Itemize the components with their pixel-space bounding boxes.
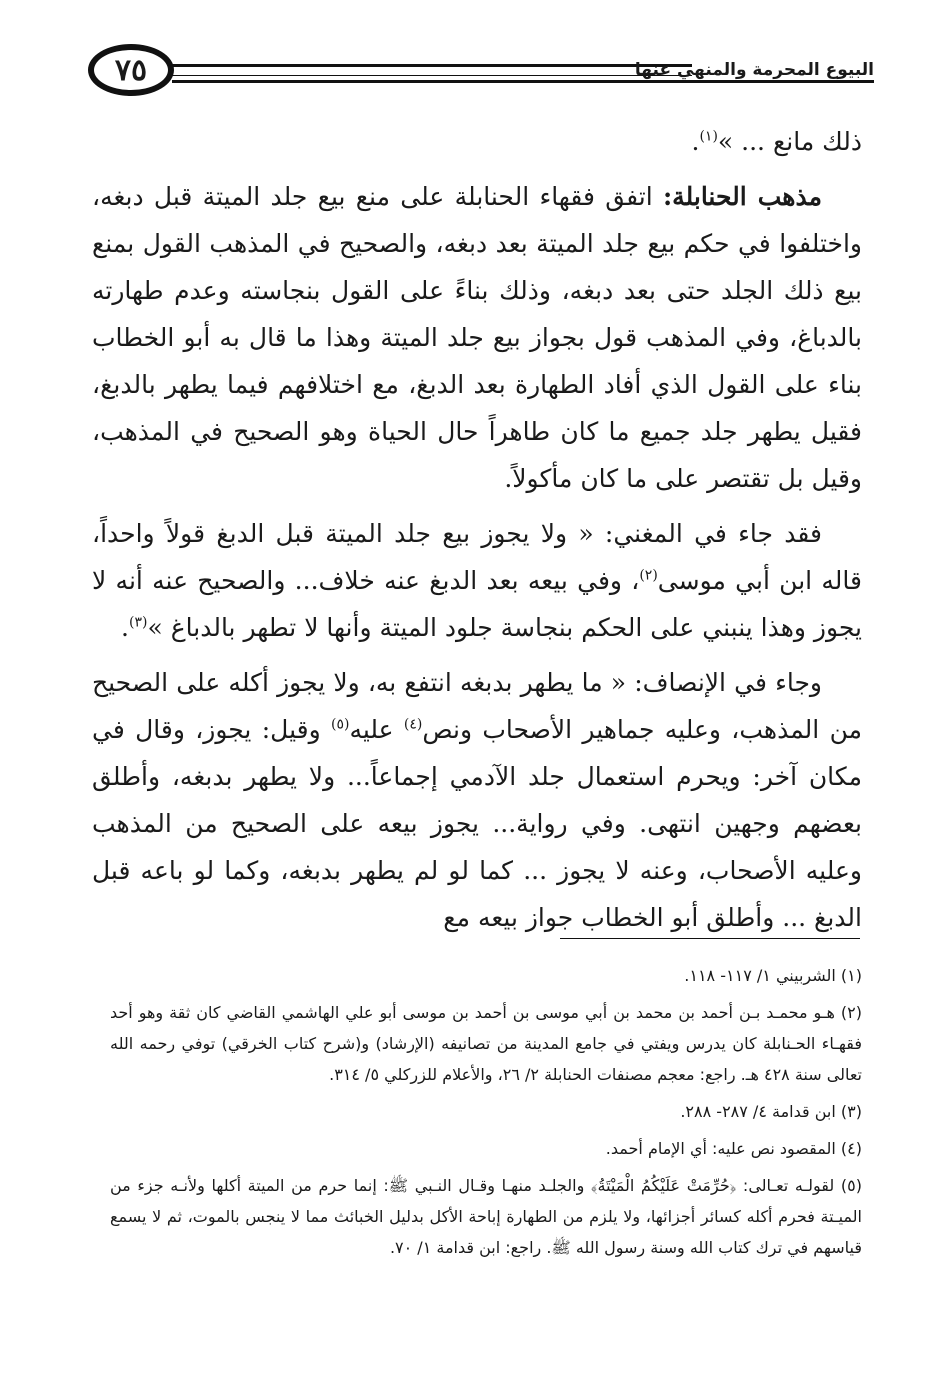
paragraph-text: اتفق فقهاء الحنابلة على منع بيع جلد الميتة قبل دبغه، واختلفوا في حكم بيع جلد الميتة بعد دبغه، والصحيح في المذهب القول بمنع بيع ذلك الجلد حتى بعد دبغه، وذلك بناءً على القول بنجاسته وعدم طهارته بالدباغ، وفي المذهب قول بجواز بيع جلد الميتة وهذا ما قال به أبو الخطاب بناء على القول الذي أفاد الطهارة بعد الدبغ، مع اختلافهم فيما يطهر بالدبغ، فقيل يطهر جلد جميع ما كان طاهراً حال الحياة وهو الصحيح في المذهب، وقيل بل تقتصر على ما كان مأكولاً. (92, 182, 862, 493)
footnote-number: (٥) (840, 1176, 862, 1195)
page-number: ٧٥ (88, 44, 174, 96)
paragraph-text: وجاء في الإنصاف: « ما يطهر بدبغه انتفع به، ولا يجوز أكله على الصحيح من المذهب، وعليه جماهير الأصحاب ونص (92, 668, 862, 744)
paragraph-text: وقيل: يجوز، وقال في مكان آخر: ويحرم استعمال جلد الآدمي إجماعاً... ولا يطهر بدبغه، وأطلق بعضهم وجهين انتهى. وفي رواية... يجوز بيعه على الصحيح من المذهب وعليه الأصحاب، وعنه لا يجوز ... كما لو لم يطهر بدبغه، وكما لو باعه قبل الدبغ ... وأطلق أبو الخطاب جواز بيعه مع (92, 715, 862, 932)
footnote-separator (560, 938, 860, 939)
footnote-text: ابن قدامة ٤/ ٢٨٧- ٢٨٨. (680, 1102, 836, 1121)
footnote-number: (٢) (840, 1003, 862, 1022)
footnote-2 (110, 997, 862, 1090)
paragraph-3 (92, 659, 862, 941)
paragraph-1 (92, 173, 862, 502)
paragraph-0 (92, 118, 862, 165)
paragraph-text: فقد جاء في المغني: « ولا يجوز بيع جلد الميتة قبل الدبغ قولاً واحداً، قاله ابن أبي موسى (92, 519, 862, 595)
footnote-number: (١) (840, 966, 862, 985)
footnote-ref[interactable]: (٥) (330, 716, 350, 733)
footnote-5 (110, 1170, 862, 1263)
header-rule-bottom (172, 80, 874, 83)
paragraph-text: ذلك مانع ... » (717, 127, 862, 156)
paragraph-2 (92, 510, 862, 651)
footnote-ref[interactable]: (٤) (403, 716, 423, 733)
footnote-ref[interactable]: (٣) (129, 614, 148, 631)
footnote-text: هـو محمـد بـن أحمد بن محمد بن أبي موسى بن أحمد بن موسى أبو علي الهاشمي القاضي كان ثقة وهو أحد فقهـاء الحـنابلة كان يدرس ويفتي في جامع المدينة من تصانيفه (الإرشاد) و(شرح كتاب الخرقي) توفي رحمه الله تعالى سنة ٤٢٨ هـ. راجع: معجم مصنفات الحنابلة ٢/ ٢٦، والأعلام للزركلي ٥/ ٣١٤. (110, 1003, 862, 1084)
main-text (92, 118, 862, 949)
section-term: مذهب الحنابلة: (662, 182, 822, 211)
footnote-number: (٤) (840, 1139, 862, 1158)
footnote-number: (٣) (840, 1102, 862, 1121)
footnote-text: الشربيني ١/ ١١٧- ١١٨. (684, 966, 836, 985)
paragraph-text: . (121, 613, 129, 642)
paragraph-text: عليه (349, 715, 404, 744)
page-header (88, 40, 874, 108)
footnotes (110, 960, 862, 1269)
paragraph-text: . (691, 127, 700, 156)
footnote-text: المقصود نص عليه: أي الإمام أحمد. (605, 1139, 836, 1158)
footnote-4 (110, 1133, 862, 1164)
footnote-3 (110, 1096, 862, 1127)
footnote-ref[interactable]: (٢) (639, 567, 658, 584)
paragraph-text: ، وفي بيعه بعد الدبغ عنه خلاف... والصحيح عنه أنه لا يجوز وهذا ينبني على الحكم بنجاسة جلود الميتة وأنها لا تطهر بالدباغ » (92, 566, 862, 642)
footnote-1 (110, 960, 862, 991)
header-rule (172, 64, 692, 76)
running-title: البيوع المحرمة والمنهي عنها (634, 60, 874, 80)
footnote-ref[interactable]: (١) (699, 128, 718, 145)
footnote-text: لقولـه تعـالى: ﴿حُرِّمَتْ عَلَيْكُمُ الْمَيْتَةُ﴾ والجلـد منهـا وقـال النـبي ﷺ: إنما حرم من الميتة أكلها ولأنـه جزء من الميـتة فحرم أكله كسائر أجزائها، ولا يلزم من الطهارة إباحة الأكل بدليل الخبائث مما لا ينجس بالموت، ثم لا يسمع قياسهم في ترك كتاب الله وسنة رسول الله ﷺ. راجع: ابن قدامة ١/ ٧٠. (110, 1176, 862, 1257)
